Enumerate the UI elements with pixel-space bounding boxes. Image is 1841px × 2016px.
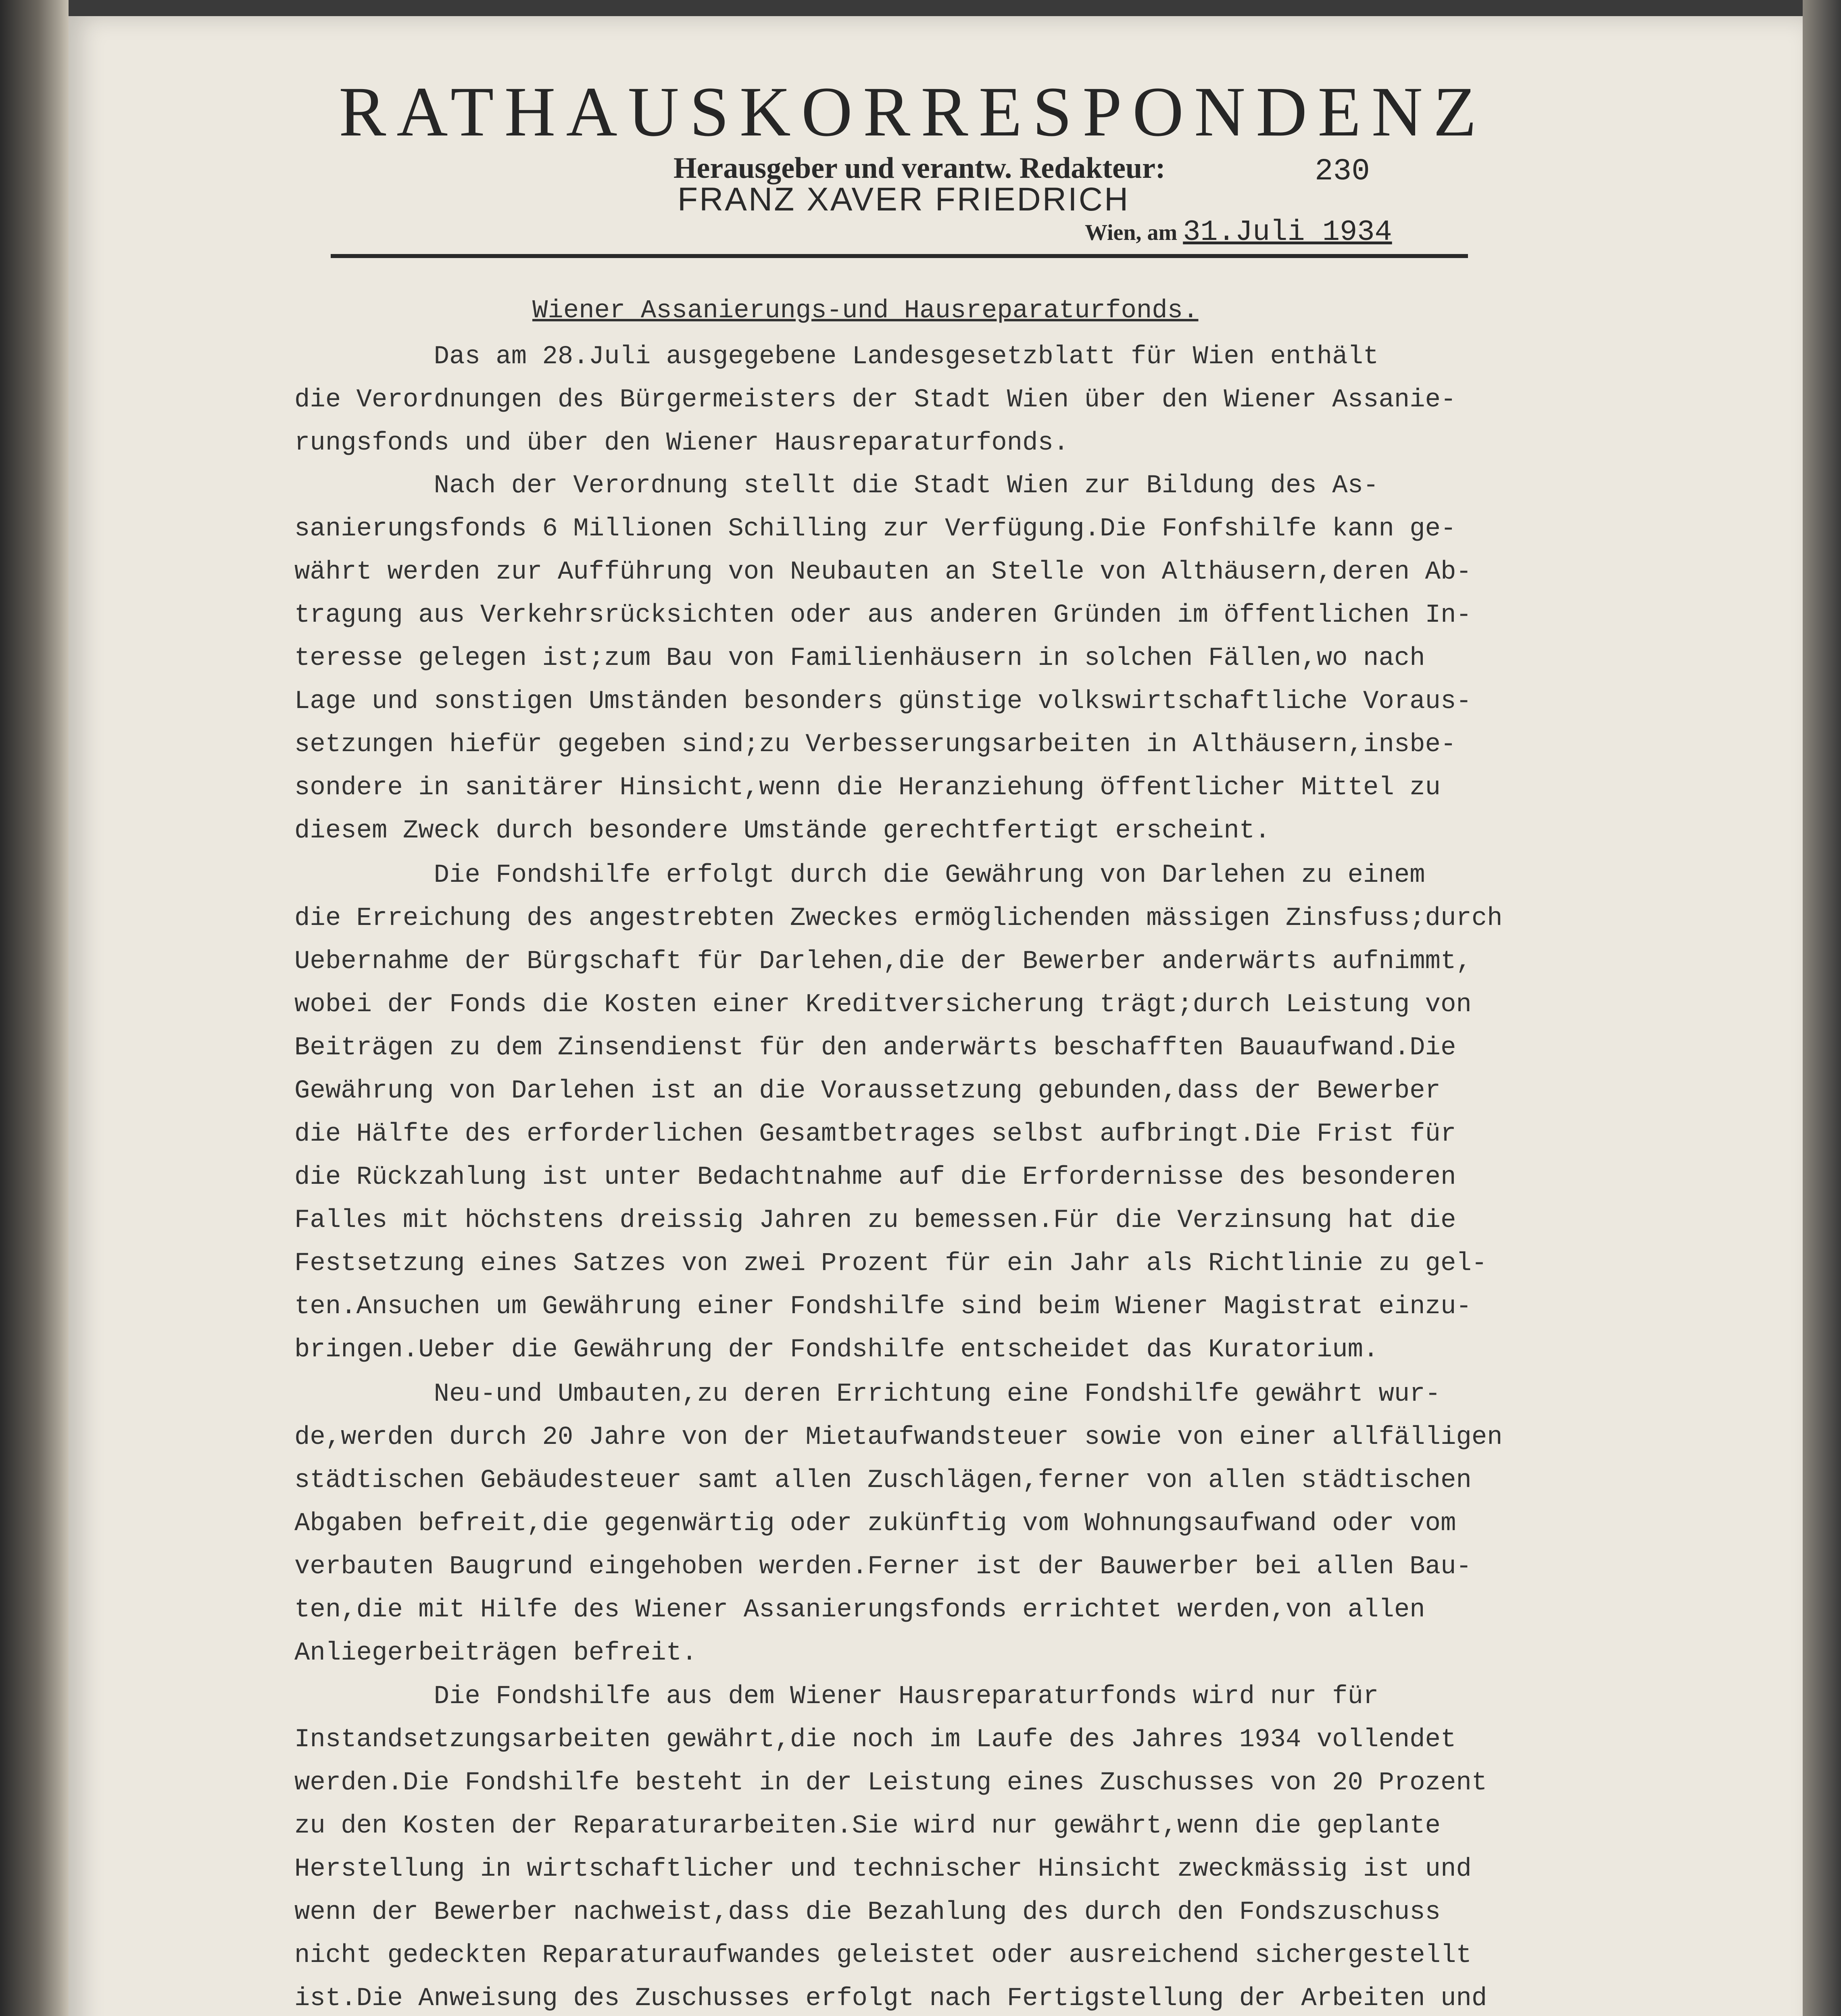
issue-number: 230: [1315, 154, 1370, 189]
text-line: Die Fondshilfe aus dem Wiener Hausreparaturfonds wird nur für: [294, 1682, 1379, 1711]
text-line: Beiträgen zu dem Zinsendienst für den anderwärts beschafften Bauaufwand.Die: [294, 1033, 1456, 1062]
date-value: 31.Juli 1934: [1183, 216, 1392, 249]
text-line: Falles mit höchstens dreissig Jahren zu bemessen.Für die Verzinsung hat die: [294, 1206, 1456, 1235]
page-edge: [1803, 0, 1841, 2016]
article1-paragraph-2: [294, 464, 1565, 853]
masthead-title: RATHAUSKORRESPONDENZ: [339, 73, 1487, 151]
text-line: zu den Kosten der Reparaturarbeiten.Sie wird nur gewährt,wenn die geplante: [294, 1812, 1441, 1841]
article1-paragraph-4: [294, 1373, 1565, 1675]
text-line: sanierungsfonds 6 Millionen Schilling zur Verfügung.Die Fonfshilfe kann ge-: [294, 514, 1456, 544]
text-line: Instandsetzungsarbeiten gewährt,die noch im Laufe des Jahres 1934 vollendet: [294, 1725, 1456, 1754]
text-line: wenn der Bewerber nachweist,dass die Bezahlung des durch den Fondszuschuss: [294, 1898, 1441, 1927]
text-line: verbauten Baugrund eingehoben werden.Ferner ist der Bauwerber bei allen Bau-: [294, 1552, 1472, 1581]
text-line: sondere in sanitärer Hinsicht,wenn die Heranziehung öffentlicher Mittel zu: [294, 773, 1441, 802]
book-binding: [0, 0, 69, 2016]
text-line: Abgaben befreit,die gegenwärtig oder zukünftig vom Wohnungsaufwand oder vom: [294, 1509, 1456, 1538]
text-line: Die Fondshilfe erfolgt durch die Gewährung von Darlehen zu einem: [294, 861, 1425, 890]
text-line: Festsetzung eines Satzes von zwei Prozent für ein Jahr als Richtlinie zu gel-: [294, 1249, 1487, 1278]
article1-paragraph-3: [294, 854, 1565, 1372]
text-line: Gewährung von Darlehen ist an die Voraussetzung gebunden,dass der Bewerber: [294, 1077, 1441, 1106]
text-line: wobei der Fonds die Kosten einer Kreditversicherung trägt;durch Leistung von: [294, 990, 1472, 1019]
article1-paragraph-5: [294, 1675, 1565, 2016]
text-line: nicht gedeckten Reparaturaufwandes geleistet oder ausreichend sichergestellt: [294, 1941, 1472, 1970]
text-line: die Rückzahlung ist unter Bedachtnahme auf die Erfordernisse des besonderen: [294, 1163, 1456, 1192]
editor-label: Herausgeber und verantw. Redakteur:: [673, 152, 1165, 185]
text-line: teresse gelegen ist;zum Bau von Familienhäusern in solchen Fällen,wo nach: [294, 644, 1425, 673]
text-line: die Erreichung des angestrebten Zweckes ermöglichenden mässigen Zinsfuss;durch: [294, 904, 1503, 933]
text-line: Neu-und Umbauten,zu deren Errichtung eine Fondshilfe gewährt wur-: [294, 1380, 1441, 1409]
text-line: die Hälfte des erforderlichen Gesamtbetrages selbst aufbringt.Die Frist für: [294, 1120, 1456, 1149]
text-line: ten.Ansuchen um Gewährung einer Fondshilfe sind beim Wiener Magistrat einzu-: [294, 1292, 1472, 1321]
text-line: diesem Zweck durch besondere Umstände gerechtfertigt erscheint.: [294, 816, 1270, 846]
text-line: Lage und sonstigen Umständen besonders günstige volkswirtschaftliche Voraus-: [294, 687, 1472, 716]
text-line: rungsfonds und über den Wiener Hausreparaturfonds.: [294, 429, 1069, 458]
text-line: tragung aus Verkehrsrücksichten oder aus anderen Gründen im öffentlichen In-: [294, 601, 1472, 630]
text-line: Nach der Verordnung stellt die Stadt Wien zur Bildung des As-: [294, 471, 1379, 500]
article1-paragraph-1: [294, 335, 1565, 465]
text-line: Herstellung in wirtschaftlicher und technischer Hinsicht zweckmässig ist und: [294, 1855, 1472, 1884]
text-line: währt werden zur Aufführung von Neubauten an Stelle von Althäusern,deren Ab-: [294, 558, 1472, 587]
text-line: Anliegerbeiträgen befreit.: [294, 1639, 697, 1668]
text-line: bringen.Ueber die Gewährung der Fondshilfe entscheidet das Kuratorium.: [294, 1335, 1379, 1364]
article1-heading: Wiener Assanierungs-und Hausreparaturfonds.: [532, 296, 1199, 325]
text-line: de,werden durch 20 Jahre von der Mietaufwandsteuer sowie von einer allfälligen: [294, 1423, 1503, 1452]
text-line: die Verordnungen des Bürgermeisters der Stadt Wien über den Wiener Assanie-: [294, 385, 1456, 414]
date-line: [1085, 216, 1392, 249]
text-line: ist.Die Anweisung des Zuschusses erfolgt nach Fertigstellung der Arbeiten und: [294, 1984, 1487, 2013]
text-line: werden.Die Fondshilfe besteht in der Leistung eines Zuschusses von 20 Prozent: [294, 1768, 1487, 1797]
text-line: Das am 28.Juli ausgegebene Landesgesetzblatt für Wien enthält: [294, 342, 1379, 371]
date-prefix: Wien, am: [1085, 220, 1178, 245]
text-line: ten,die mit Hilfe des Wiener Assanierungsfonds errichtet werden,von allen: [294, 1595, 1425, 1624]
masthead-rule: [331, 254, 1468, 258]
text-line: setzungen hiefür gegeben sind;zu Verbesserungsarbeiten in Althäusern,insbe-: [294, 730, 1456, 759]
editor-name: FRANZ XAVER FRIEDRICH: [678, 181, 1130, 218]
text-line: städtischen Gebäudesteuer samt allen Zuschlägen,ferner von allen städtischen: [294, 1466, 1472, 1495]
text-line: Uebernahme der Bürgschaft für Darlehen,die der Bewerber anderwärts aufnimmt,: [294, 947, 1472, 976]
